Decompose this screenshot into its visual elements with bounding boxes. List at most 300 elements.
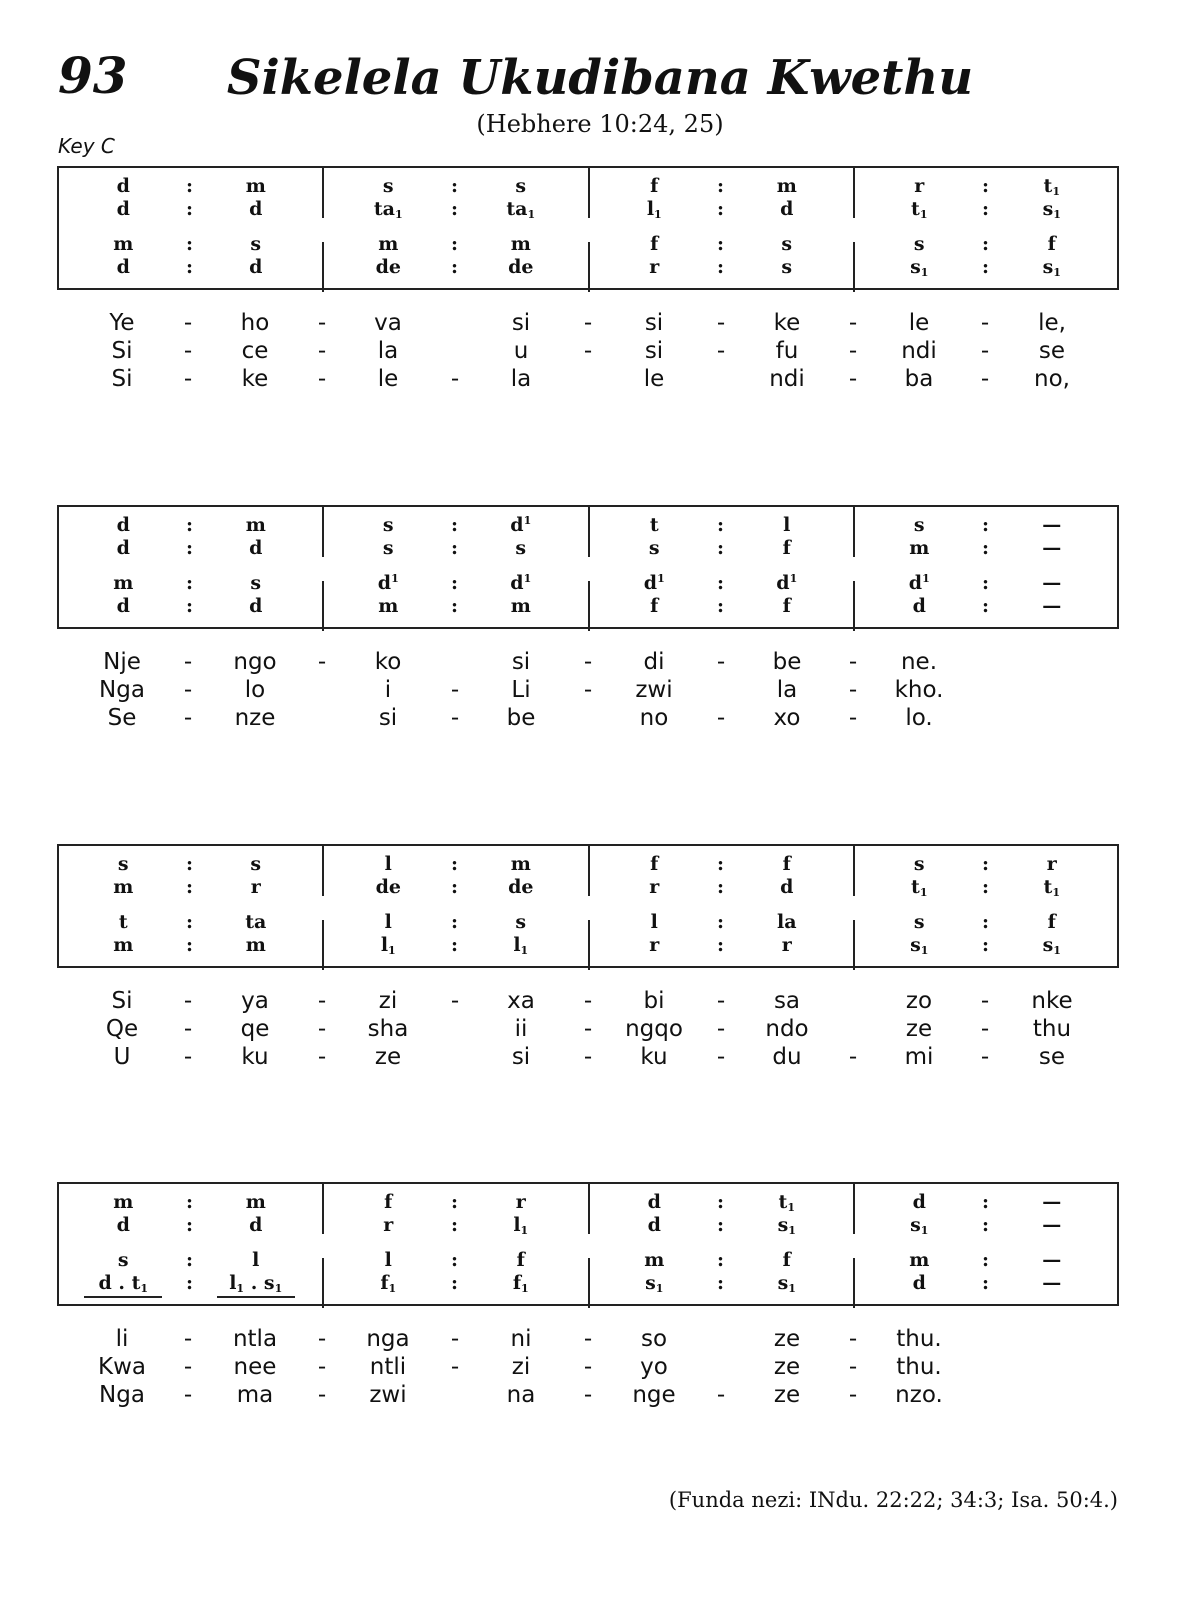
solfa-note: d [912,1191,926,1213]
solfa-note: $d^1$ [377,572,399,594]
solfa-note: — [1042,1214,1062,1236]
solfa-note: $ta_1$ [373,198,403,221]
solfa-note: — [1042,1191,1062,1213]
solfa-note: $t_1$ [1043,876,1060,899]
solfa-note: $s_1$ [1042,198,1061,221]
solfa-note: — [1042,514,1062,536]
solfa-note: m [113,233,134,255]
lyric-syllable: di [643,649,665,675]
solfa-note: f [650,595,659,617]
lyric-syllable: Li [511,677,531,703]
bar-line [588,1184,590,1234]
solfa-note: m [510,233,531,255]
lyric-syllable: ne. [900,649,938,675]
solfa-note: d [116,175,130,197]
beat-separator: : [450,537,458,559]
solfa-note: d [116,256,130,278]
solfa-note: f [782,853,791,875]
bar-line [322,846,324,896]
solfa-note: m [909,1249,930,1271]
beat-separator: : [981,595,989,617]
beat-separator: : [185,1191,193,1213]
beat-separator: : [450,934,458,956]
solfa-note: $l_1$ [646,198,662,221]
lyric-hyphen: - [317,366,327,392]
solfa-note: l [384,853,392,875]
beat-separator: : [716,911,724,933]
lyric-hyphen: - [450,1326,460,1352]
beat-separator: : [981,1214,989,1236]
lyric-hyphen: - [317,310,327,336]
beat-separator: : [185,1249,193,1271]
lyric-hyphen: - [183,1016,193,1042]
lyric-syllable: xa [507,988,535,1014]
lyric-hyphen: - [450,705,460,731]
bar-line [322,168,324,218]
lyric-syllable: Se [107,705,137,731]
lyric-syllable: xo [773,705,801,731]
solfa-note: m [245,514,266,536]
solfa-note: de [375,876,401,898]
beat-separator: : [981,853,989,875]
lyric-syllable: Ye [109,310,135,336]
solfa-note: ta [245,911,267,933]
lyric-syllable: be [506,705,536,731]
solfa-note: d [116,1214,130,1236]
reading-footnote: (Funda nezi: INdu. 22:22; 34:3; Isa. 50:4.) [668,1488,1118,1512]
beat-separator: : [716,876,724,898]
solfa-note: s [913,233,925,255]
solfa-note: $t_1$ [778,1191,795,1214]
solfa-note: la [776,911,797,933]
lyric-syllable: ndo [765,1016,809,1042]
lyric-hyphen: - [317,1326,327,1352]
lyric-syllable: nzo. [895,1382,943,1408]
beat-separator: : [185,1272,193,1294]
solfa-note: m [245,1191,266,1213]
lyric-hyphen: - [980,988,990,1014]
lyric-hyphen: - [583,1044,593,1070]
beat-separator: : [716,514,724,536]
beat-separator: : [450,1249,458,1271]
solfa-note: r [515,1191,526,1213]
lyric-syllable: bi [643,988,665,1014]
solfa-note: l [384,1249,392,1271]
scripture-reference: (Hebhere 10:24, 25) [476,110,724,138]
lyric-syllable: kho. [894,677,944,703]
lyric-hyphen: - [317,1016,327,1042]
lyric-hyphen: - [848,705,858,731]
solfa-note: s [382,175,394,197]
lyric-syllable: ngo [233,649,277,675]
beat-separator: : [185,572,193,594]
lyric-hyphen: - [716,1382,726,1408]
solfa-note: s [250,853,262,875]
solfa-note: de [508,876,534,898]
beat-separator: : [716,233,724,255]
solfa-note: s [781,256,793,278]
solfa-note: r [1046,853,1057,875]
solfa-note: m [909,537,930,559]
bar-line [588,168,590,218]
lyric-syllable: ya [241,988,269,1014]
beat-separator: : [981,537,989,559]
solfa-note: — [1042,595,1062,617]
lyric-syllable: ze [773,1326,801,1352]
solfa-note: $s_1$ [1042,256,1061,279]
lyric-hyphen: - [317,1354,327,1380]
lyric-syllable: si [511,1044,531,1070]
solfa-note: m [644,1249,665,1271]
lyric-syllable: nee [233,1354,277,1380]
solfa-note: m [113,876,134,898]
solfa-note: m [245,175,266,197]
lyric-syllable: fu [775,338,799,364]
beat-separator: : [716,1214,724,1236]
beat-separator: : [450,256,458,278]
solfa-note: m [245,934,266,956]
lyric-hyphen: - [450,988,460,1014]
solfa-note: s [515,537,527,559]
solfa-note: s [382,537,394,559]
solfa-note: s [250,572,262,594]
solfa-note: f [650,175,659,197]
beat-separator: : [450,853,458,875]
beat-separator: : [185,233,193,255]
solfa-note: $t_1$ [911,198,928,221]
solfa-note: s [913,514,925,536]
lyric-hyphen: - [583,1016,593,1042]
solfa-note: l [252,1249,260,1271]
lyric-hyphen: - [716,338,726,364]
split-beat-underline [84,1296,162,1298]
solfa-note: — [1042,572,1062,594]
solfa-note: t [118,911,128,933]
beat-separator: : [450,1272,458,1294]
lyric-hyphen: - [183,310,193,336]
solfa-note: d [116,537,130,559]
beat-separator: : [716,537,724,559]
lyric-syllable: zi [378,988,398,1014]
bar-line [853,1258,855,1308]
lyric-syllable: ndi [769,366,805,392]
solfa-note: r [649,256,660,278]
solfa-note: d [780,198,794,220]
lyric-syllable: U [113,1044,131,1070]
lyric-hyphen: - [583,310,593,336]
solfa-note: r [914,175,925,197]
lyric-hyphen: - [980,1016,990,1042]
lyric-syllable: ntli [369,1354,407,1380]
lyric-syllable: ngqo [625,1016,683,1042]
bar-line [322,1184,324,1234]
lyric-syllable: zwi [369,1382,407,1408]
beat-separator: : [981,1272,989,1294]
lyric-hyphen: - [848,1354,858,1380]
lyric-syllable: li [115,1326,129,1352]
solfa-note: f [1047,233,1056,255]
solfa-note: r [649,876,660,898]
lyric-syllable: ba [904,366,934,392]
lyric-hyphen: - [183,677,193,703]
beat-separator: : [450,198,458,220]
beat-separator: : [185,175,193,197]
beat-separator: : [185,595,193,617]
lyric-syllable: qe [240,1016,270,1042]
lyric-syllable: i [384,677,392,703]
solfa-note: $t_1$ [1043,175,1060,198]
lyric-syllable: na [506,1382,536,1408]
solfa-note: d [249,198,263,220]
solfa-note: $s_1$ [1042,934,1061,957]
lyric-hyphen: - [583,649,593,675]
beat-separator: : [981,198,989,220]
beat-separator: : [716,1272,724,1294]
lyric-syllable: zo [905,988,933,1014]
solfa-note: d [249,595,263,617]
lyric-hyphen: - [317,338,327,364]
lyric-hyphen: - [848,310,858,336]
lyric-syllable: ni [510,1326,532,1352]
beat-separator: : [981,256,989,278]
lyric-hyphen: - [317,649,327,675]
lyric-syllable: thu. [896,1326,942,1352]
lyric-syllable: be [772,649,802,675]
beat-separator: : [450,595,458,617]
solfa-note: $l_1$ [380,934,396,957]
solfa-note: f [384,1191,393,1213]
bar-line [853,581,855,631]
solfa-note: s [913,853,925,875]
lyric-syllable: ku [241,1044,269,1070]
lyric-hyphen: - [450,1354,460,1380]
lyric-hyphen: - [980,310,990,336]
lyric-syllable: nge [632,1382,676,1408]
bar-line [322,920,324,970]
bar-line [853,846,855,896]
solfa-note: d [249,537,263,559]
lyric-hyphen: - [980,1044,990,1070]
lyric-syllable: sha [367,1016,409,1042]
lyric-syllable: ce [241,338,269,364]
beat-separator: : [185,876,193,898]
solfa-note: r [649,934,660,956]
solfa-note: d [912,595,926,617]
beat-separator: : [981,1191,989,1213]
solfa-note: de [508,256,534,278]
beat-separator: : [450,1214,458,1236]
solfa-note: f [650,853,659,875]
solfa-note: m [510,853,531,875]
solfa-note: d [116,198,130,220]
lyric-syllable: ze [905,1016,933,1042]
bar-line [853,920,855,970]
solfa-note: d [780,876,794,898]
beat-separator: : [981,175,989,197]
lyric-syllable: sa [773,988,801,1014]
solfa-note: d [249,256,263,278]
bar-line [322,1258,324,1308]
solfa-note: $d^1$ [908,572,930,594]
bar-line [322,507,324,557]
lyric-hyphen: - [980,366,990,392]
solfa-note: d [647,1191,661,1213]
solfa-note: $ta_1$ [506,198,536,221]
lyric-syllable: si [644,310,664,336]
beat-separator: : [185,198,193,220]
lyric-syllable: Qe [105,1016,139,1042]
solfa-note: f [1047,911,1056,933]
lyric-hyphen: - [183,1044,193,1070]
lyric-hyphen: - [583,1354,593,1380]
beat-separator: : [716,1191,724,1213]
lyric-syllable: la [776,677,798,703]
lyric-syllable: lo [244,677,266,703]
solfa-note: $d^1$ [643,572,665,594]
solfa-note: s [382,514,394,536]
lyric-hyphen: - [450,366,460,392]
solfa-note: $s_1$ [645,1272,664,1295]
lyric-syllable: le [377,366,399,392]
solfa-note: f [782,1249,791,1271]
lyric-hyphen: - [183,1382,193,1408]
lyric-syllable: le [908,310,930,336]
solfa-note: m [113,934,134,956]
solfa-note: m [113,1191,134,1213]
lyric-syllable: no [639,705,669,731]
bar-line [588,1258,590,1308]
lyric-syllable: zi [511,1354,531,1380]
lyric-hyphen: - [848,1044,858,1070]
beat-separator: : [981,934,989,956]
solfa-note: m [776,175,797,197]
lyric-hyphen: - [848,1326,858,1352]
solfa-note: $f_1$ [380,1272,397,1295]
lyric-syllable: ku [640,1044,668,1070]
lyric-syllable: thu [1032,1016,1072,1042]
solfa-note: — [1042,1272,1062,1294]
solfa-note: $d^1$ [510,514,532,536]
solfa-note: $l_1$ [513,1214,529,1237]
beat-separator: : [450,175,458,197]
split-beat-underline [217,1296,295,1298]
beat-separator: : [716,256,724,278]
beat-separator: : [981,572,989,594]
lyric-syllable: thu. [896,1354,942,1380]
beat-separator: : [450,572,458,594]
lyric-syllable: no, [1034,366,1070,392]
bar-line [853,1184,855,1234]
lyric-syllable: ko [374,649,402,675]
lyric-syllable: se [1038,1044,1066,1070]
solfa-note: s [515,175,527,197]
lyric-hyphen: - [183,338,193,364]
lyric-syllable: du [772,1044,802,1070]
lyric-syllable: mi [904,1044,934,1070]
solfa-note: f [516,1249,525,1271]
lyric-syllable: le [643,366,665,392]
lyric-syllable: le, [1038,310,1066,336]
beat-separator: : [981,233,989,255]
lyric-syllable: ke [773,310,801,336]
lyric-syllable: la [377,338,399,364]
lyric-hyphen: - [980,338,990,364]
beat-separator: : [450,233,458,255]
solfa-note: — [1042,1249,1062,1271]
solfa-note: m [378,233,399,255]
bar-line [853,507,855,557]
bar-line [853,242,855,292]
lyric-syllable: ze [374,1044,402,1070]
lyric-hyphen: - [583,1382,593,1408]
lyric-hyphen: - [317,1044,327,1070]
lyric-syllable: ndi [901,338,937,364]
key-signature: Key C [58,134,115,158]
solfa-note: $s_1$ [777,1272,796,1295]
lyric-hyphen: - [848,649,858,675]
beat-separator: : [185,911,193,933]
beat-separator: : [185,537,193,559]
lyric-syllable: nga [366,1326,410,1352]
lyric-hyphen: - [716,310,726,336]
lyric-hyphen: - [848,1382,858,1408]
lyric-syllable: si [644,338,664,364]
lyric-hyphen: - [716,1016,726,1042]
solfa-note: $l_1$ . $s_1$ [229,1272,283,1295]
lyric-hyphen: - [848,366,858,392]
beat-separator: : [185,934,193,956]
solfa-note: $s_1$ [910,1214,929,1237]
lyric-syllable: Si [111,988,133,1014]
lyric-syllable: u [513,338,529,364]
solfa-note: $f_1$ [512,1272,529,1295]
solfa-note: m [510,595,531,617]
lyric-hyphen: - [183,988,193,1014]
lyric-syllable: Si [111,338,133,364]
lyric-syllable: Si [111,366,133,392]
beat-separator: : [981,514,989,536]
beat-separator: : [716,853,724,875]
solfa-note: s [913,911,925,933]
lyric-hyphen: - [583,677,593,703]
lyric-syllable: Kwa [98,1354,146,1380]
bar-line [853,168,855,218]
lyric-hyphen: - [183,1326,193,1352]
lyric-syllable: ma [236,1382,274,1408]
beat-separator: : [716,934,724,956]
beat-separator: : [716,175,724,197]
lyric-hyphen: - [583,988,593,1014]
beat-separator: : [716,595,724,617]
lyric-syllable: ke [241,366,269,392]
solfa-note: $s_1$ [910,256,929,279]
solfa-note: r [250,876,261,898]
lyric-syllable: se [1038,338,1066,364]
lyric-hyphen: - [183,649,193,675]
lyric-syllable: ze [773,1354,801,1380]
lyric-syllable: so [640,1326,668,1352]
solfa-note: t [649,514,659,536]
beat-separator: : [185,256,193,278]
lyric-syllable: si [378,705,398,731]
lyric-hyphen: - [716,705,726,731]
beat-separator: : [185,853,193,875]
beat-separator: : [450,1191,458,1213]
lyric-syllable: va [374,310,402,336]
solfa-note: s [515,911,527,933]
lyric-hyphen: - [848,677,858,703]
beat-separator: : [185,514,193,536]
